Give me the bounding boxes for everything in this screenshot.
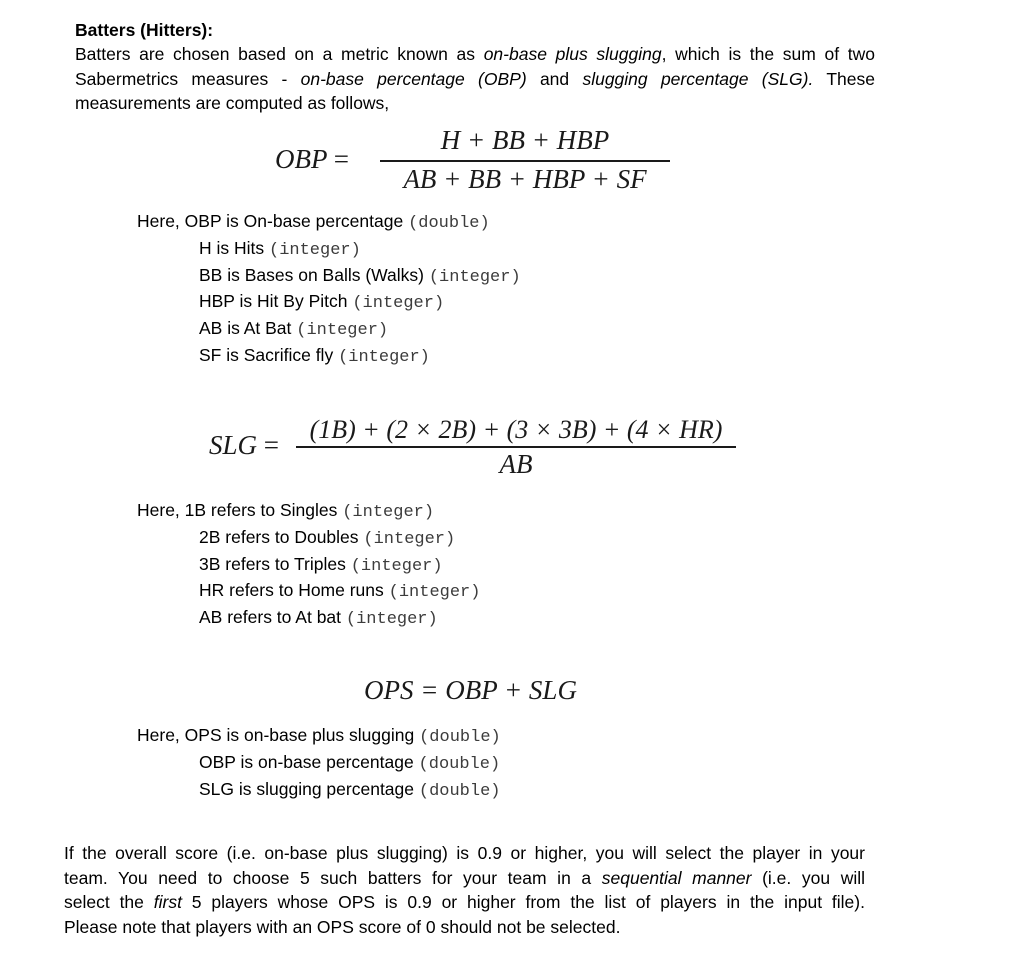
term-first: first [153, 892, 182, 912]
ops-definitions [137, 722, 501, 802]
selection-line-4: Please note that players with an OPS score of 0 should not be selected. [64, 916, 621, 937]
section-heading: Batters (Hitters): [75, 20, 214, 40]
type-tag: (integer) [345, 610, 438, 630]
term-ops: on-base plus slugging [483, 44, 662, 64]
type-tag: (integer) [338, 347, 430, 367]
type-tag: (integer) [363, 529, 456, 549]
intro-line-2: Sabermetrics measures - on-base percentage (OBP) and slugging percentage (SLG). These [75, 68, 875, 89]
type-tag: (integer) [350, 556, 443, 576]
selection-paragraph [64, 841, 865, 939]
ops-def-1: OBP is on-base percentage (double) [199, 751, 501, 774]
selection-line-3: select the first 5 players whose OPS is 0.9 or higher from the list of players in the input file). [64, 892, 865, 912]
slg-def-2: 3B refers to Triples (integer) [199, 553, 443, 576]
type-tag: (integer) [269, 240, 361, 260]
type-tag: (double) [418, 781, 501, 801]
selection-line-1: If the overall score (i.e. on-base plus slugging) is 0.9 or higher, you will select the player in your [64, 843, 865, 863]
selection-line-2: team. You need to choose 5 such batters for your team in a sequential manner (i.e. you will [64, 867, 865, 888]
type-tag: (integer) [342, 503, 435, 522]
slg-def-3: HR refers to Home runs (integer) [199, 580, 481, 603]
obp-formula-denominator: AB + BB + HBP + SF [403, 164, 647, 194]
slg-formula-lhs: SLG = [209, 430, 279, 460]
type-tag: (integer) [296, 321, 389, 341]
obp-def-2: BB is Bases on Balls (Walks) (integer) [199, 264, 521, 287]
obp-fraction-bar [380, 160, 670, 162]
type-tag: (integer) [388, 583, 481, 603]
intro-line-3: measurements are computed as follows, [75, 93, 390, 113]
slg-formula-numerator: (1B) + (2 × 2B) + (3 × 3B) + (4 × HR) [309, 415, 723, 444]
obp-formula-lhs: OBP = [275, 144, 349, 174]
obp-def-3: HBP is Hit By Pitch (integer) [199, 291, 445, 314]
intro-line-1: Batters are chosen based on a metric known as on-base plus slugging, which is the sum of two [75, 44, 875, 64]
slg-def-4: AB refers to At bat (integer) [199, 607, 438, 630]
slg-def-1: 2B refers to Doubles (integer) [199, 526, 456, 549]
ops-def-0: Here, OPS is on-base plus slugging (double) [137, 725, 501, 747]
ops-def-2: SLG is slugging percentage (double) [199, 778, 501, 801]
type-tag: (double) [418, 754, 501, 774]
obp-def-4: AB is At Bat (integer) [199, 318, 389, 341]
obp-definitions [137, 208, 521, 369]
ops-formula: OPS = OBP + SLG [364, 675, 577, 705]
term-obp: on-base percentage (OBP) [300, 68, 527, 89]
type-tag: (integer) [352, 294, 445, 314]
type-tag: (integer) [428, 267, 521, 287]
obp-formula-numerator: H + BB + HBP [440, 125, 610, 155]
slg-formula-denominator: AB [499, 449, 533, 479]
term-slg: slugging percentage (SLG). [582, 68, 814, 89]
slg-def-0: Here, 1B refers to Singles (integer) [137, 500, 435, 522]
intro-paragraph [75, 42, 875, 116]
obp-def-5: SF is Sacrifice fly (integer) [199, 344, 430, 367]
term-sequential: sequential manner [601, 867, 752, 888]
type-tag: (double) [419, 728, 501, 747]
obp-def-1: H is Hits (integer) [199, 237, 361, 260]
type-tag: (double) [408, 214, 490, 233]
obp-def-0: Here, OBP is On-base percentage (double) [137, 211, 490, 233]
slg-definitions [137, 497, 480, 631]
